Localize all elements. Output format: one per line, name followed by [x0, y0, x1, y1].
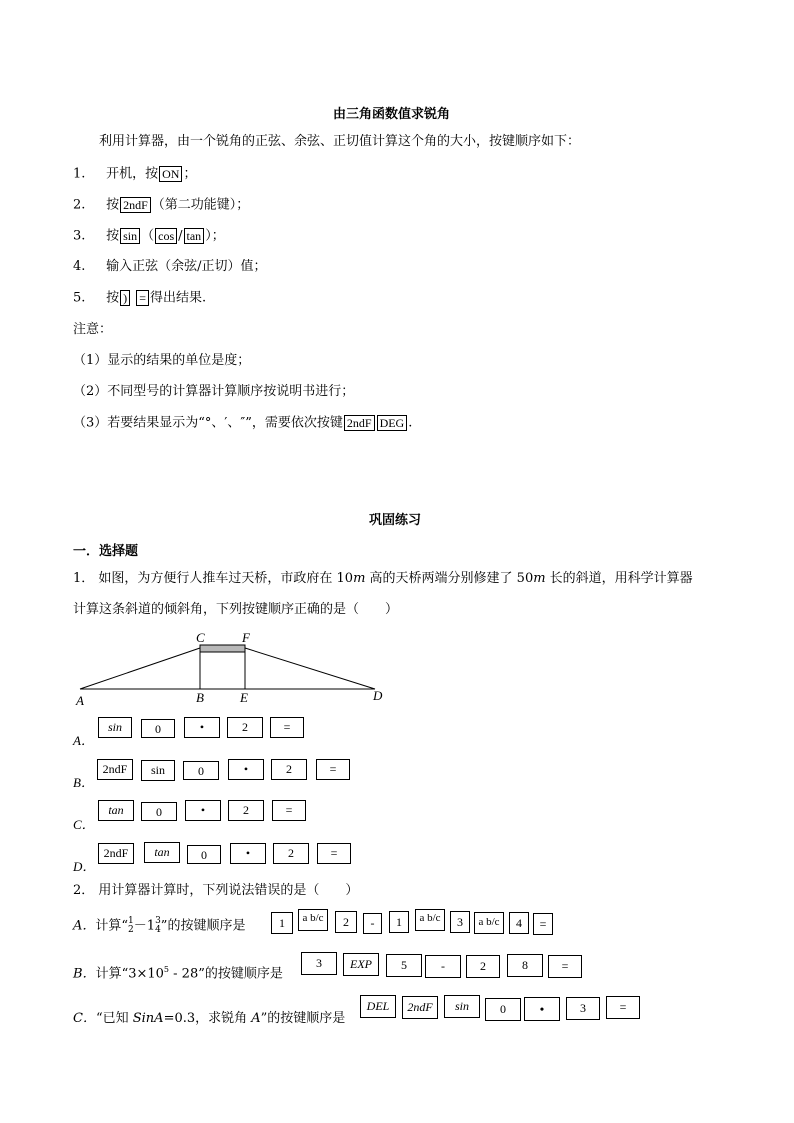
note-1: （1）显示的结果的单位是度；: [73, 353, 251, 368]
denominator: 4: [155, 925, 161, 935]
unit-m: m: [353, 571, 366, 586]
option-a-label: A．: [73, 733, 94, 748]
numerator: 3: [155, 916, 161, 926]
numerator: 1: [128, 916, 134, 926]
step-slash: /: [178, 228, 183, 244]
key-2: 2: [271, 759, 307, 780]
key-cos: cos: [155, 228, 177, 244]
step-end: ；: [183, 166, 197, 182]
key-abc: a b/c: [298, 909, 328, 931]
step-2: [73, 197, 249, 214]
key-tan: tan: [184, 228, 205, 244]
key-2ndf: 2ndF: [402, 996, 438, 1019]
step-number: 5.: [73, 290, 86, 306]
key-2: 2: [273, 843, 309, 864]
q1-line1: [73, 571, 693, 587]
option-label: B．: [73, 966, 96, 982]
ramp-right: [245, 648, 375, 689]
page-title: 由三角函数值求锐角: [333, 107, 451, 122]
unit-m: m: [533, 571, 546, 586]
step-mid: （: [141, 228, 155, 244]
step-3: [73, 228, 225, 245]
step-text: 按: [106, 197, 120, 213]
key-2ndf: 2ndF: [97, 759, 133, 780]
q1-text-c: 长的斜道，用科学计算器: [545, 571, 693, 586]
step-end: 得出结果.: [150, 290, 207, 306]
option-label: A．: [73, 918, 96, 934]
step-5: [73, 290, 206, 307]
key-0: 0: [183, 761, 219, 780]
step-end: （第二功能键）；: [151, 197, 250, 213]
key-equals: =: [272, 800, 306, 821]
q2-option-b: [73, 962, 283, 982]
key-dot: •: [524, 997, 560, 1021]
key-sin: sin: [120, 228, 140, 244]
option-post: ”的按键顺序是: [160, 918, 246, 934]
key-dot: •: [228, 759, 264, 780]
step-1: [73, 166, 196, 183]
key-tan: tan: [144, 842, 180, 863]
option-pre: “已知: [95, 1011, 133, 1026]
key-2: 2: [335, 911, 357, 933]
key-equals: =: [136, 290, 149, 306]
point-c-label: C: [196, 630, 205, 645]
denominator: 2: [128, 925, 134, 935]
section-heading: 一．选择题: [73, 544, 139, 559]
step-4: [73, 259, 266, 275]
step-text: 输入正弦（余弦/正切）值；: [106, 259, 267, 274]
q1-text-b: 高的天桥两端分别修建了 50: [365, 571, 534, 586]
ramp-left: [80, 648, 200, 689]
step-number: 1.: [73, 166, 86, 182]
q1-text-a: 1． 如图，为方便行人推车过天桥，市政府在 10: [73, 571, 354, 586]
key-sin: sin: [98, 717, 132, 738]
key-abc: a b/c: [415, 909, 445, 931]
point-b-label: B: [196, 690, 204, 705]
option-post: ”的按键顺序是: [260, 1011, 346, 1026]
bridge-deck: [200, 645, 245, 652]
note-3-text: （3）若要结果显示为“°、′、″”，需要依次按键: [73, 415, 343, 431]
option-d-label: D．: [73, 859, 96, 874]
point-f-label: F: [242, 630, 250, 645]
option-c-label: C．: [73, 817, 95, 832]
key-equals: =: [533, 913, 553, 935]
key-sin: sin: [141, 760, 175, 781]
key-deg: DEG: [377, 415, 408, 431]
key-exp: EXP: [343, 953, 379, 976]
option-b-label: B．: [73, 775, 94, 790]
note-2: （2）不同型号的计算器计算顺序按说明书进行；: [73, 384, 355, 399]
step-number: 2.: [73, 197, 86, 213]
step-text: 按: [106, 228, 120, 244]
key-equals: =: [317, 843, 351, 864]
minus-one: －1: [133, 918, 156, 934]
option-label: C．: [73, 1011, 96, 1026]
key-0: 0: [187, 845, 221, 864]
key-1: 1: [271, 912, 293, 934]
key-abc: a b/c: [474, 912, 504, 934]
angle-a: A: [251, 1011, 261, 1026]
bridge-figure: [70, 628, 400, 710]
key-2: 2: [228, 800, 264, 821]
key-5: 5: [386, 954, 422, 977]
notes-heading: 注意：: [73, 322, 113, 337]
key-equals: =: [316, 759, 350, 780]
q2-option-a: [73, 917, 245, 935]
step-number: 3.: [73, 228, 86, 244]
q2-stem: 2． 用计算器计算时，下列说法错误的是（ ）: [73, 883, 359, 898]
key-minus: -: [425, 955, 461, 978]
key-2ndf: 2ndF: [98, 843, 134, 864]
key-3: 3: [450, 911, 470, 933]
point-d-label: D: [373, 688, 383, 703]
option-mid: =0.3，求锐角: [163, 1011, 252, 1026]
note-3: [73, 415, 412, 432]
key-2ndf: 2ndF: [120, 197, 151, 213]
key-on: ON: [159, 166, 182, 182]
key-1: 1: [389, 911, 409, 933]
key-0: 0: [141, 719, 175, 738]
q2-option-c: [73, 1011, 345, 1027]
key-2: 2: [227, 717, 263, 738]
key-4: 4: [509, 912, 529, 934]
key-3: 3: [566, 997, 600, 1020]
intro-text: 利用计算器，由一个锐角的正弦、余弦、正切值计算这个角的大小，按键顺序如下：: [99, 134, 581, 149]
option-pre: 计算“: [95, 918, 129, 934]
point-a-label: A: [76, 693, 84, 708]
step-text: 按: [106, 290, 120, 306]
key-equals: =: [270, 717, 304, 738]
q1-line2: 计算这条斜道的倾斜角，下列按键顺序正确的是（ ）: [73, 602, 399, 617]
key-dot: •: [185, 800, 221, 821]
step-end: ）；: [205, 228, 225, 244]
key-sin: sin: [444, 995, 480, 1018]
key-2ndf: 2ndF: [344, 415, 375, 431]
key-8: 8: [507, 954, 543, 977]
key-tan: tan: [98, 800, 134, 821]
key-0: 0: [141, 802, 177, 821]
key-2: 2: [466, 955, 500, 978]
key-minus: -: [363, 913, 382, 934]
practice-title: 巩固练习: [369, 513, 422, 528]
exponent: 5: [163, 965, 170, 974]
key-del: DEL: [360, 995, 396, 1018]
note-3-end: .: [408, 415, 413, 431]
option-pre: 计算“3×10: [95, 966, 164, 982]
point-e-label: E: [240, 690, 248, 705]
key-equals: =: [548, 955, 582, 978]
option-post: - 28”的按键顺序是: [169, 966, 283, 982]
key-dot: •: [230, 843, 266, 864]
step-text: 开机，按: [106, 166, 159, 182]
sin-a: SinA: [132, 1011, 164, 1026]
key-3: 3: [301, 952, 337, 975]
step-number: 4.: [73, 259, 86, 274]
key-rparen: ): [120, 290, 130, 306]
key-dot: •: [184, 717, 220, 738]
key-equals: =: [606, 996, 640, 1019]
key-0: 0: [485, 998, 521, 1021]
